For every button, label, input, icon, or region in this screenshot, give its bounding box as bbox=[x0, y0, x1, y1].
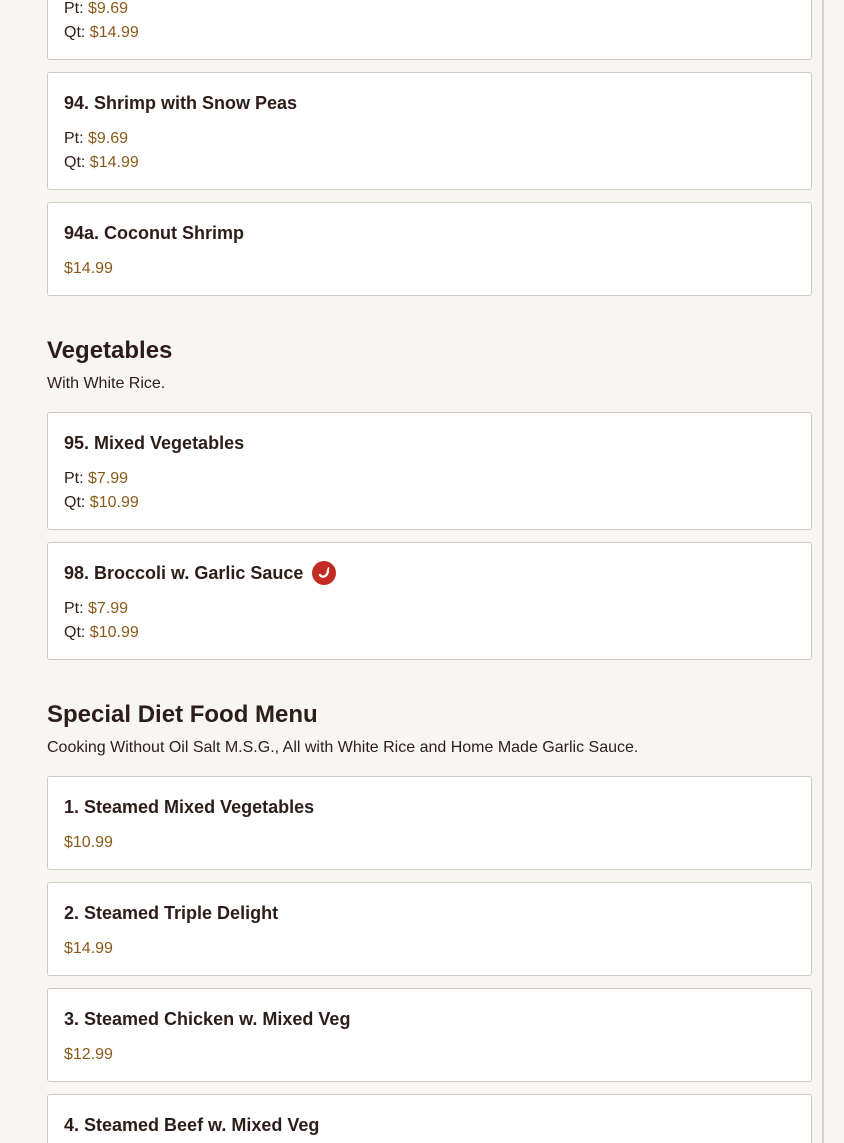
section-special-diet bbox=[47, 700, 812, 1143]
menu-item-card[interactable] bbox=[47, 542, 812, 660]
pint-price: $7.99 bbox=[88, 600, 129, 617]
pint-label: Pt: bbox=[64, 0, 84, 17]
menu-item-title: 3. Steamed Chicken w. Mixed Veg bbox=[64, 1009, 351, 1029]
menu-item-title-row bbox=[64, 561, 795, 585]
item-price: $14.99 bbox=[64, 940, 113, 957]
pint-label: Pt: bbox=[64, 470, 84, 487]
menu-item-title: 98. Broccoli w. Garlic Sauce bbox=[64, 563, 304, 583]
section-title: Vegetables bbox=[47, 337, 173, 364]
section-title: Special Diet Food Menu bbox=[47, 701, 318, 728]
pint-price-line bbox=[64, 467, 795, 491]
item-price: $12.99 bbox=[64, 1046, 113, 1063]
item-price: $14.99 bbox=[64, 260, 113, 277]
quart-price: $10.99 bbox=[89, 624, 139, 641]
menu-item-card[interactable] bbox=[47, 412, 812, 530]
menu-item-title: 94. Shrimp with Snow Peas bbox=[64, 93, 298, 113]
quart-price-line bbox=[64, 621, 795, 645]
quart-label: Qt: bbox=[64, 24, 86, 41]
scrollbar-track[interactable] bbox=[822, 0, 824, 1143]
pint-price-line bbox=[64, 597, 795, 621]
price-line bbox=[64, 257, 795, 281]
menu-item-card[interactable] bbox=[47, 0, 812, 60]
section-vegetables bbox=[47, 336, 812, 660]
pint-label: Pt: bbox=[64, 130, 84, 147]
price-line bbox=[64, 831, 795, 855]
menu-item-title: 94a. Coconut Shrimp bbox=[64, 223, 245, 243]
price-line bbox=[64, 1043, 795, 1067]
menu-item-card[interactable] bbox=[47, 72, 812, 190]
quart-label: Qt: bbox=[64, 494, 86, 511]
quart-price: $14.99 bbox=[89, 24, 139, 41]
pint-price: $7.99 bbox=[88, 470, 129, 487]
quart-label: Qt: bbox=[64, 624, 86, 641]
section-description: Cooking Without Oil Salt M.S.G., All with White Rice and Home Made Garlic Sauce. bbox=[47, 739, 639, 756]
menu-item-title: 95. Mixed Vegetables bbox=[64, 433, 245, 453]
pint-price: $9.69 bbox=[88, 0, 129, 17]
menu-item-card[interactable] bbox=[47, 882, 812, 976]
section-description: With White Rice. bbox=[47, 375, 166, 392]
menu-item-card[interactable] bbox=[47, 1094, 812, 1143]
menu-item-title: 1. Steamed Mixed Vegetables bbox=[64, 797, 315, 817]
quart-price-line bbox=[64, 21, 795, 45]
menu-item-title: 2. Steamed Triple Delight bbox=[64, 903, 279, 923]
menu-content bbox=[47, 0, 812, 1143]
hot-pepper-icon bbox=[312, 561, 336, 585]
pint-label: Pt: bbox=[64, 600, 84, 617]
quart-price-line bbox=[64, 491, 795, 515]
quart-label: Qt: bbox=[64, 154, 86, 171]
menu-item-card[interactable] bbox=[47, 776, 812, 870]
menu-item-card[interactable] bbox=[47, 988, 812, 1082]
pint-price-line bbox=[64, 0, 795, 21]
quart-price: $10.99 bbox=[89, 494, 139, 511]
quart-price: $14.99 bbox=[89, 154, 139, 171]
menu-item-title: 4. Steamed Beef w. Mixed Veg bbox=[64, 1115, 320, 1135]
menu-item-card[interactable] bbox=[47, 202, 812, 296]
pint-price: $9.69 bbox=[88, 130, 129, 147]
pint-price-line bbox=[64, 127, 795, 151]
item-price: $10.99 bbox=[64, 834, 113, 851]
price-line bbox=[64, 937, 795, 961]
quart-price-line bbox=[64, 151, 795, 175]
